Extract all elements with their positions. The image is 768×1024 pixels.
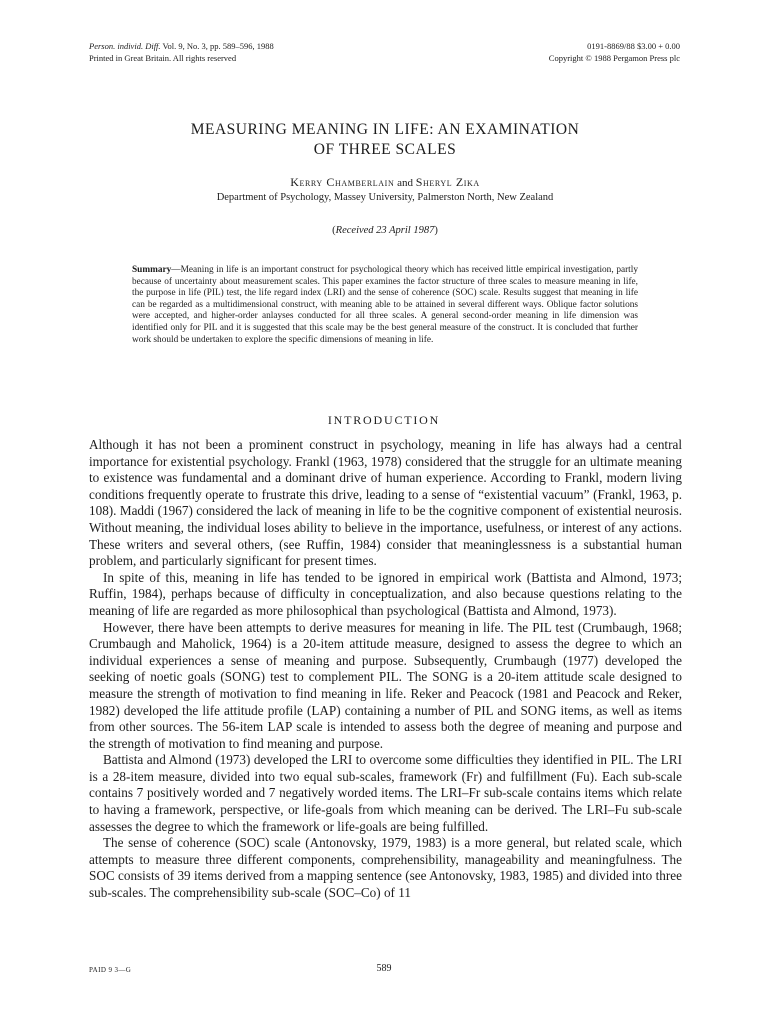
page-number: 589	[376, 963, 392, 974]
author-1: Kerry Chamberlain	[290, 175, 395, 189]
body-text	[89, 437, 682, 902]
abstract-text: —Meaning in life is an important construct for psychological theory which has received little empirical investigation, partly because of uncertainty about measurement scales. This paper examines the factor structure of three scales to measure meaning in life, the purpose in life (PIL) test, the life regard index (LRI) and the sense of coherence (SOC) scale. Results suggest that meaning in life can be regarded as a multidimensional construct, with meaning able to be attained in several different ways. Oblique factor solutions were accepted, and higher-order anlayses conducted for all three scales. A general second-order meaning in life dimension was identified only for PIL and it is suggested that this scale may be the best general measure of the construct. It is concluded that further work should be undertaken to explore the specific dimensions of meaning in life.	[132, 265, 638, 345]
author-conjunction: and	[394, 177, 416, 189]
author-2: Sheryl Zika	[415, 175, 480, 189]
paragraph: Although it has not been a prominent construct in psychology, meaning in life has always had a central importance for existential psychology. Frankl (1963, 1978) considered that the struggle for an ultimate meaning to existence was fundamental and a dominant drive of human experience. According to Frankl, modern living conditions frequently operate to frustrate this drive, leading to a sense of “existential vacuum” (Frankl, 1963, p. 108). Maddi (1967) considered the lack of meaning in life to be the cognitive component of existential neurosis. Without meaning, the individual loses ability to believe in the importance, usefulness, or interest of any actions. These writers and several others, (see Ruffin, 1984) consider that meaninglessness is a substantial human problem, and particularly significant for present times.	[89, 437, 682, 569]
journal-volume: Vol. 9, No. 3, pp. 589–596, 1988	[160, 41, 274, 51]
author-line	[100, 175, 670, 190]
paragraph: Battista and Almond (1973) developed the LRI to overcome some difficulties they identified in PIL. The LRI is a 28-item measure, divided into two equal sub-scales, framework (Fr) and fulfillment (Fu). Each sub-scale contains 7 positively worded and 7 negatively worded items. The LRI–Fr sub-scale contains items which relate to having a framework, perspective, or life-goals from which meaning can be derived. The LRI–Fu sub-scale assesses the degree to which the framework or life-goals are being fulfilled.	[89, 752, 682, 834]
affiliation: Department of Psychology, Massey University, Palmerston North, New Zealand	[216, 192, 554, 203]
journal-name: Person. individ. Diff.	[89, 41, 161, 51]
section-heading: INTRODUCTION	[327, 413, 441, 427]
title-line-2: OF THREE SCALES	[313, 141, 457, 158]
abstract-label: Summary	[132, 265, 172, 275]
footer-code: PAID 9 3—G	[89, 966, 132, 974]
header-citation	[89, 40, 274, 64]
issn-price: 0191-8869/88 $3.00 + 0.00	[587, 41, 680, 51]
header-copyright	[549, 40, 680, 64]
abstract	[132, 265, 638, 346]
received-date: (Received 23 April 1987)	[332, 225, 438, 236]
paragraph: However, there have been attempts to derive measures for meaning in life. The PIL test (Crumbaugh, 1968; Crumbaugh and Maholick, 1964) is a 20-item attitude measure, designed to assess the degree to which an individual experiences a sense of meaning and purpose. Subsequently, Crumbaugh (1977) developed the seeking of noetic goals (SONG) test to complement PIL. The SONG is a 20-item attitude scale designed to measure the strength of motivation to find meaning in life. Reker and Peacock (1981 and Peacock and Reker, 1982) developed the life attitude profile (LAP) containing a number of PIL and SONG items, as well as items from other sources. The 56-item LAP scale is intended to assess both the degree of meaning and purpose and the strength of motivation to find meaning and purpose.	[89, 619, 682, 751]
copyright-line: Copyright © 1988 Pergamon Press plc	[548, 53, 680, 63]
received-text: Received 23 April 1987	[335, 225, 435, 236]
paragraph: The sense of coherence (SOC) scale (Antonovsky, 1979, 1983) is a more general, but related scale, which attempts to measure three different components, comprehensibility, manageability and meaningfulness. The SOC consists of 39 items derived from a mapping sentence (see Antonovsky, 1983, 1985) and divided into three sub-scales. The comprehensibility sub-scale (SOC–Co) of 11	[89, 835, 682, 901]
title-line-1: MEASURING MEANING IN LIFE: AN EXAMINATION	[190, 121, 580, 138]
printed-note: Printed in Great Britain. All rights reserved	[89, 53, 237, 63]
article-title	[100, 120, 670, 160]
paragraph: In spite of this, meaning in life has tended to be ignored in empirical work (Battista and Almond, 1973; Ruffin, 1984), perhaps because of difficulty in conceptualization, and also because questions relating to the meaning of life are regarded as more philosophical than psychological (Battista and Almond, 1973).	[89, 569, 682, 618]
